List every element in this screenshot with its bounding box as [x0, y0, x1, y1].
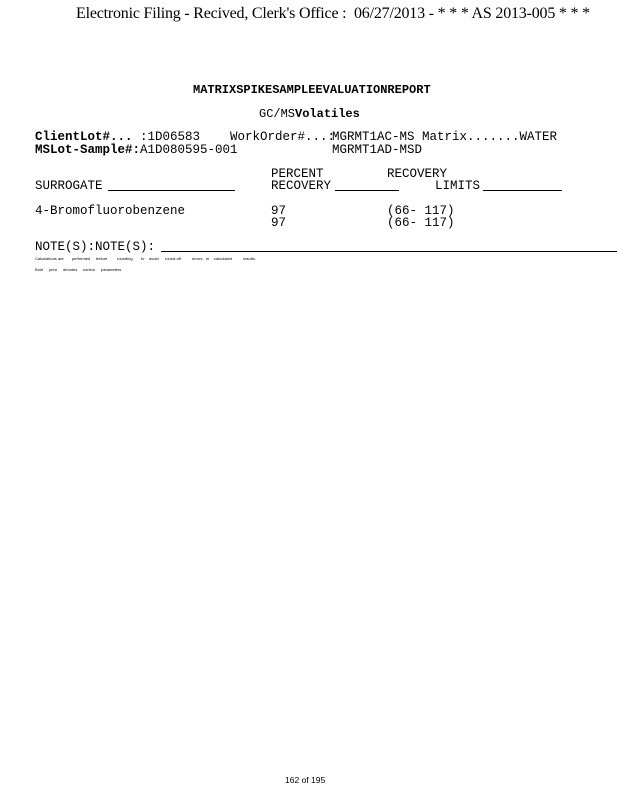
note-word: Bold	[35, 267, 44, 272]
note-word: print	[49, 267, 57, 272]
client-lot-label: ClientLot#...	[35, 130, 133, 144]
matrix-field: Matrix.......WATER	[422, 130, 558, 144]
note-word: are	[58, 256, 64, 261]
note-word: avoid	[149, 256, 159, 261]
limits-underline	[483, 190, 562, 191]
page-current: 162	[285, 775, 300, 785]
page-number	[285, 776, 325, 785]
page-separator: of	[301, 775, 309, 785]
ms-lot-sample-value: A1D080595-001	[140, 143, 238, 157]
note-word: results.	[243, 256, 256, 261]
table-row-limits: (66- 117)	[387, 204, 455, 218]
table-row-percent: 97	[271, 204, 287, 218]
surrogate-underline	[108, 190, 235, 191]
column-header-surrogate: SURROGATE	[35, 179, 103, 193]
note-word: control	[83, 267, 96, 272]
work-order-value-msd: MGRMT1AD-MSD	[332, 143, 423, 157]
column-header-limits: LIMITS	[435, 179, 481, 193]
note-word: calculated	[214, 256, 233, 261]
notes-underline	[161, 251, 617, 252]
note-word: before	[96, 256, 108, 261]
note-word: performed	[72, 256, 91, 261]
column-header-percent: PERCENT	[271, 167, 324, 181]
note-calculations	[35, 257, 263, 261]
recovery-underline	[335, 190, 399, 191]
note-word: round-off	[165, 256, 181, 261]
work-order-value-ms: MGRMT1AC-MS	[332, 130, 415, 144]
note-word: parameters	[101, 267, 122, 272]
work-order-label: WorkOrder#...:	[230, 130, 336, 144]
table-row-percent: 97	[271, 216, 287, 230]
notes-label: NOTE(S):NOTE(S):	[35, 240, 156, 254]
subtitle-method: GC/MS	[259, 107, 296, 121]
note-word: Calculations	[35, 256, 57, 261]
subtitle-category: Volatiles	[295, 107, 360, 121]
column-header-recovery-top: RECOVERY	[387, 167, 448, 181]
note-word: errors	[192, 256, 203, 261]
note-bold-print	[35, 268, 123, 272]
filing-header: Electronic Filing - Recived, Clerk's Office : 06/27/2013 - * * * AS 2013-005 * * *	[76, 5, 590, 22]
ms-lot-sample-label: MSLot-Sample#:	[35, 143, 141, 157]
note-word: denotes	[63, 267, 78, 272]
table-row-limits: (66- 117)	[387, 216, 455, 230]
note-word: in	[206, 256, 210, 261]
report-subtitle	[259, 108, 360, 120]
table-row-surrogate: 4-Bromofluorobenzene	[35, 204, 186, 218]
column-header-recovery: RECOVERY	[271, 179, 332, 193]
note-word: to	[141, 256, 145, 261]
report-title: MATRIXSPIKESAMPLEEVALUATIONREPORT	[193, 83, 431, 97]
client-lot-value: :1D06583	[140, 130, 201, 144]
page-total: 195	[311, 775, 326, 785]
note-word: rounding	[117, 256, 133, 261]
